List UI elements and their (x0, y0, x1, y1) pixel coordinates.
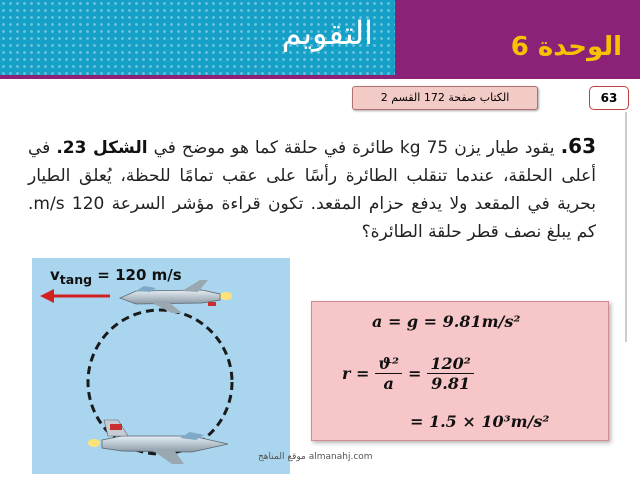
top-plane-icon (120, 280, 232, 313)
equation-acceleration: a = g = 9.81m/s² (372, 312, 521, 331)
arrow-head-icon (40, 289, 54, 303)
velocity-label: $v_{tang} = 120$ m/s (50, 266, 182, 287)
margin-line (625, 112, 627, 342)
book-reference-box: الكتاب صفحة 172 القسم 2 (352, 86, 538, 110)
loop-figure (32, 258, 290, 474)
loop-diagram (32, 258, 290, 474)
watermark: موقع المناهج almanahj.com (258, 452, 373, 462)
equation-result: = 1.5 × 10³m/s² (410, 412, 550, 431)
problem-text-part2: في أعلى الحلقة، عندما تنقلب الطائرة رأسًا على عقب تمامًا للحظة، يُعلق الطيار بحرية في المقعد ولا يدفع حزام المقعد. تكون قراءة مؤشر السرعة 120 m/s. كم يبلغ نصف قطر حلقة الطائرة؟ (28, 138, 597, 242)
section-title: التقويم (281, 14, 373, 52)
problem-text (28, 132, 596, 246)
problem-text-part1: يقود طيار يزن 75 kg طائرة في حلقة كما هو موضح في (153, 138, 555, 158)
equation-radius: r = $\frac{\text{ϑ²}}{a}$ = $\frac{\text{120²}}{9.81}$ (342, 354, 474, 393)
bottom-plane-icon (88, 420, 228, 464)
unit-header-banner (395, 0, 640, 75)
unit-title: الوحدة 6 (510, 32, 622, 62)
problem-number-badge: 63 (589, 86, 629, 110)
fraction-numeric: $\frac{\text{120²}}{9.81}$ (427, 354, 473, 393)
problem-number: 63. (560, 134, 597, 158)
solution-box (311, 301, 609, 441)
figure-reference: الشكل 23. (56, 138, 148, 158)
fraction-symbolic: $\frac{\text{ϑ²}}{a}$ (375, 354, 402, 393)
header-divider (0, 75, 640, 79)
section-header-banner (0, 0, 395, 75)
